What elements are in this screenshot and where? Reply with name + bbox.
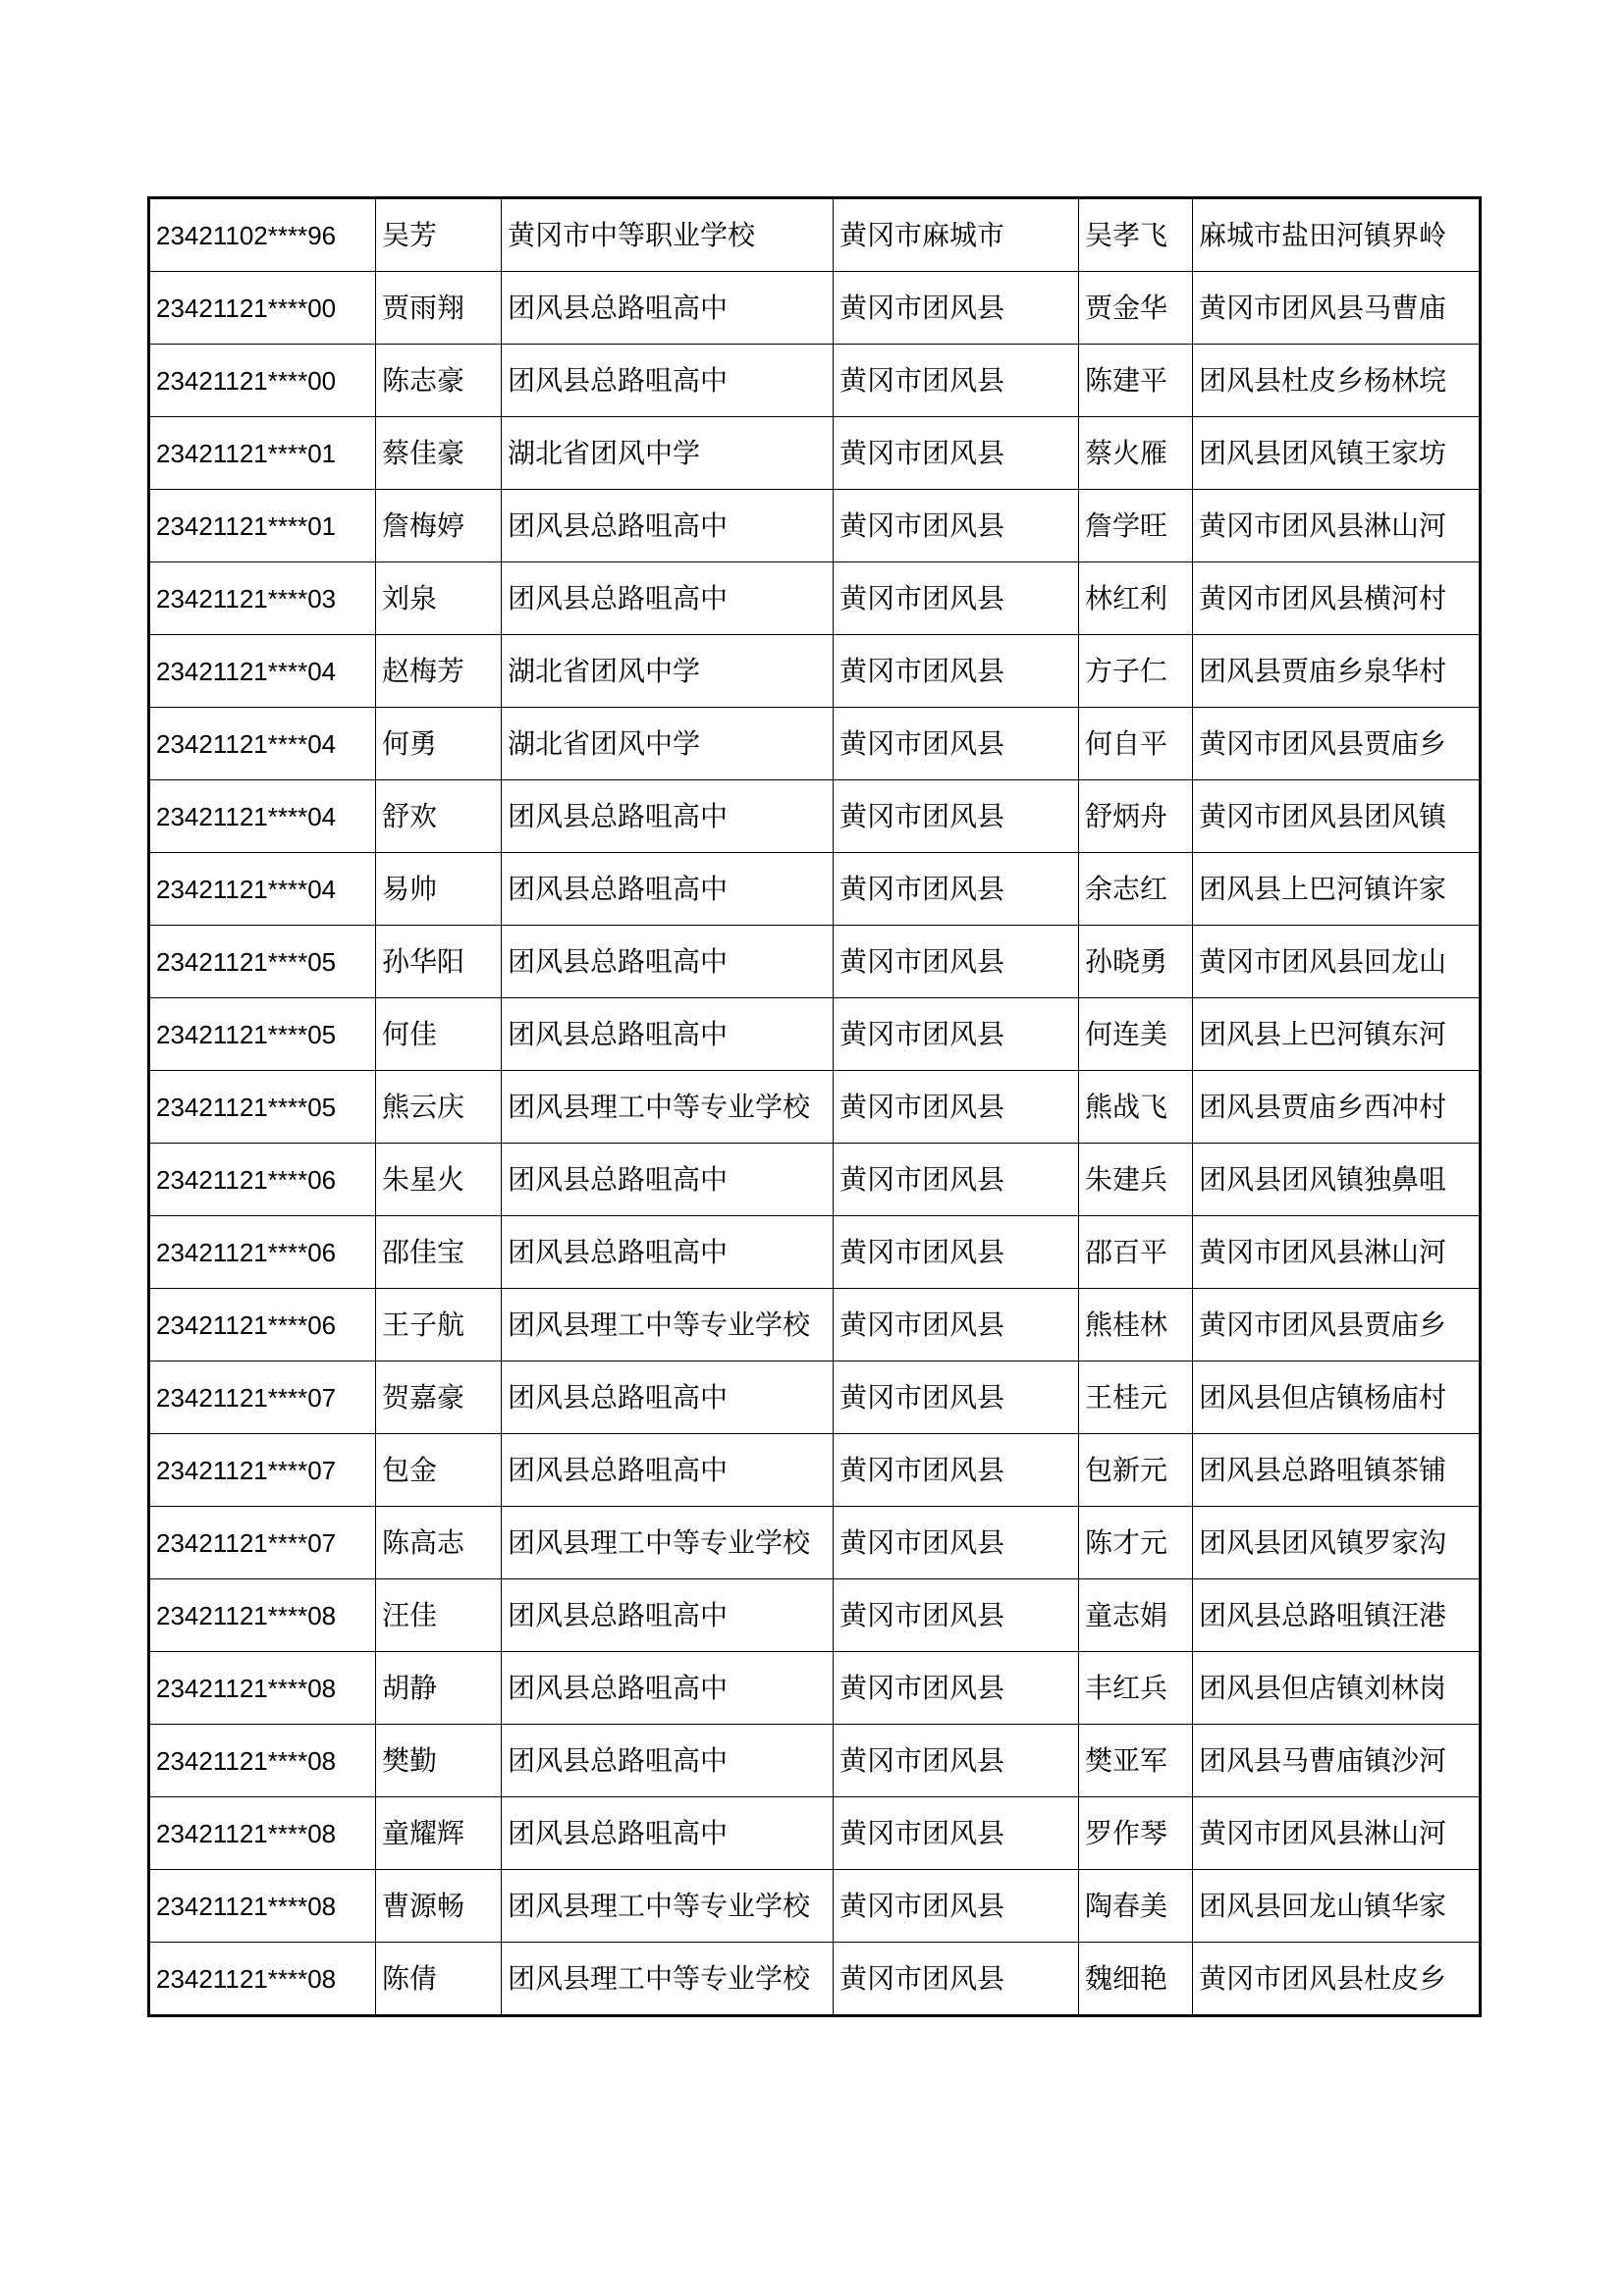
table-row — [149, 562, 1481, 635]
address-cell: 黄冈市团风县贾庙乡 — [1193, 1289, 1481, 1362]
student-id-cell: 23421121****08 — [149, 1870, 376, 1943]
student-name-cell: 曹源畅 — [376, 1870, 502, 1943]
student-name-cell: 孙华阳 — [376, 926, 502, 998]
table-row — [149, 1507, 1481, 1579]
student-id-cell: 23421121****04 — [149, 780, 376, 853]
student-id-cell: 23421121****08 — [149, 1579, 376, 1652]
student-id-cell: 23421121****00 — [149, 345, 376, 417]
student-id-cell: 23421102****96 — [149, 198, 376, 272]
guardian-name-cell: 罗作琴 — [1079, 1797, 1193, 1870]
student-name-cell: 胡静 — [376, 1652, 502, 1725]
address-cell: 团风县回龙山镇华家 — [1193, 1870, 1481, 1943]
student-name-cell: 贾雨翔 — [376, 272, 502, 345]
school-cell: 团风县总路咀高中 — [502, 998, 834, 1071]
student-id-cell: 23421121****04 — [149, 853, 376, 926]
guardian-name-cell: 林红利 — [1079, 562, 1193, 635]
school-cell: 团风县总路咀高中 — [502, 1362, 834, 1434]
region-cell: 黄冈市团风县 — [834, 1144, 1079, 1216]
guardian-name-cell: 舒炳舟 — [1079, 780, 1193, 853]
address-cell: 团风县上巴河镇许家 — [1193, 853, 1481, 926]
school-cell: 团风县总路咀高中 — [502, 272, 834, 345]
student-name-cell: 赵梅芳 — [376, 635, 502, 708]
region-cell: 黄冈市团风县 — [834, 1870, 1079, 1943]
school-cell: 团风县总路咀高中 — [502, 1652, 834, 1725]
guardian-name-cell: 包新元 — [1079, 1434, 1193, 1507]
table-row — [149, 635, 1481, 708]
region-cell: 黄冈市团风县 — [834, 998, 1079, 1071]
guardian-name-cell: 蔡火雁 — [1079, 417, 1193, 490]
address-cell: 黄冈市团风县淋山河 — [1193, 1797, 1481, 1870]
student-name-cell: 童耀辉 — [376, 1797, 502, 1870]
student-name-cell: 贺嘉豪 — [376, 1362, 502, 1434]
guardian-name-cell: 熊战飞 — [1079, 1071, 1193, 1144]
guardian-name-cell: 丰红兵 — [1079, 1652, 1193, 1725]
school-cell: 团风县总路咀高中 — [502, 853, 834, 926]
student-id-cell: 23421121****05 — [149, 1071, 376, 1144]
table-row — [149, 345, 1481, 417]
student-id-cell: 23421121****04 — [149, 635, 376, 708]
table-row — [149, 853, 1481, 926]
address-cell: 团风县上巴河镇东河 — [1193, 998, 1481, 1071]
table-row — [149, 1652, 1481, 1725]
school-cell: 团风县总路咀高中 — [502, 562, 834, 635]
student-id-cell: 23421121****07 — [149, 1362, 376, 1434]
student-name-cell: 何佳 — [376, 998, 502, 1071]
address-cell: 团风县团风镇独鼻咀 — [1193, 1144, 1481, 1216]
table-row — [149, 1289, 1481, 1362]
guardian-name-cell: 何自平 — [1079, 708, 1193, 780]
table-row — [149, 780, 1481, 853]
student-name-cell: 易帅 — [376, 853, 502, 926]
school-cell: 团风县总路咀高中 — [502, 1797, 834, 1870]
region-cell: 黄冈市团风县 — [834, 272, 1079, 345]
address-cell: 团风县团风镇王家坊 — [1193, 417, 1481, 490]
guardian-name-cell: 詹学旺 — [1079, 490, 1193, 562]
table-row — [149, 490, 1481, 562]
student-id-cell: 23421121****08 — [149, 1797, 376, 1870]
student-id-cell: 23421121****01 — [149, 490, 376, 562]
region-cell: 黄冈市团风县 — [834, 417, 1079, 490]
table-row — [149, 272, 1481, 345]
school-cell: 团风县理工中等专业学校 — [502, 1289, 834, 1362]
address-cell: 黄冈市团风县回龙山 — [1193, 926, 1481, 998]
school-cell: 团风县总路咀高中 — [502, 1144, 834, 1216]
student-name-cell: 汪佳 — [376, 1579, 502, 1652]
student-name-cell: 陈倩 — [376, 1943, 502, 2016]
region-cell: 黄冈市团风县 — [834, 1797, 1079, 1870]
student-id-cell: 23421121****05 — [149, 926, 376, 998]
guardian-name-cell: 邵百平 — [1079, 1216, 1193, 1289]
table-row — [149, 1216, 1481, 1289]
school-cell: 湖北省团风中学 — [502, 417, 834, 490]
address-cell: 团风县杜皮乡杨林垸 — [1193, 345, 1481, 417]
address-cell: 黄冈市团风县淋山河 — [1193, 1216, 1481, 1289]
region-cell: 黄冈市团风县 — [834, 1362, 1079, 1434]
school-cell: 团风县总路咀高中 — [502, 1725, 834, 1797]
address-cell: 黄冈市团风县团风镇 — [1193, 780, 1481, 853]
school-cell: 团风县总路咀高中 — [502, 490, 834, 562]
region-cell: 黄冈市团风县 — [834, 1071, 1079, 1144]
school-cell: 团风县总路咀高中 — [502, 1579, 834, 1652]
school-cell: 湖北省团风中学 — [502, 708, 834, 780]
address-cell: 团风县贾庙乡西冲村 — [1193, 1071, 1481, 1144]
table-row — [149, 998, 1481, 1071]
guardian-name-cell: 陈才元 — [1079, 1507, 1193, 1579]
school-cell: 湖北省团风中学 — [502, 635, 834, 708]
region-cell: 黄冈市团风县 — [834, 853, 1079, 926]
student-id-cell: 23421121****05 — [149, 998, 376, 1071]
table-row — [149, 1943, 1481, 2016]
school-cell: 团风县总路咀高中 — [502, 1434, 834, 1507]
student-id-cell: 23421121****00 — [149, 272, 376, 345]
guardian-name-cell: 熊桂林 — [1079, 1289, 1193, 1362]
guardian-name-cell: 吴孝飞 — [1079, 198, 1193, 272]
region-cell: 黄冈市团风县 — [834, 1216, 1079, 1289]
table-row — [149, 1870, 1481, 1943]
school-cell: 团风县总路咀高中 — [502, 780, 834, 853]
table-row — [149, 1797, 1481, 1870]
guardian-name-cell: 陶春美 — [1079, 1870, 1193, 1943]
region-cell: 黄冈市团风县 — [834, 1434, 1079, 1507]
student-name-cell: 陈高志 — [376, 1507, 502, 1579]
roster-table — [147, 196, 1482, 2017]
address-cell: 黄冈市团风县贾庙乡 — [1193, 708, 1481, 780]
guardian-name-cell: 陈建平 — [1079, 345, 1193, 417]
address-cell: 团风县但店镇刘林岗 — [1193, 1652, 1481, 1725]
guardian-name-cell: 王桂元 — [1079, 1362, 1193, 1434]
address-cell: 黄冈市团风县横河村 — [1193, 562, 1481, 635]
table-body — [149, 198, 1481, 2016]
table-row — [149, 1144, 1481, 1216]
table-row — [149, 1579, 1481, 1652]
student-id-cell: 23421121****08 — [149, 1943, 376, 2016]
student-name-cell: 吴芳 — [376, 198, 502, 272]
guardian-name-cell: 朱建兵 — [1079, 1144, 1193, 1216]
student-id-cell: 23421121****08 — [149, 1652, 376, 1725]
school-cell: 团风县总路咀高中 — [502, 345, 834, 417]
student-name-cell: 蔡佳豪 — [376, 417, 502, 490]
guardian-name-cell: 贾金华 — [1079, 272, 1193, 345]
student-id-cell: 23421121****03 — [149, 562, 376, 635]
table-row — [149, 708, 1481, 780]
table-row — [149, 1071, 1481, 1144]
address-cell: 麻城市盐田河镇界岭 — [1193, 198, 1481, 272]
address-cell: 黄冈市团风县马曹庙 — [1193, 272, 1481, 345]
region-cell: 黄冈市团风县 — [834, 1725, 1079, 1797]
table-row — [149, 417, 1481, 490]
guardian-name-cell: 方子仁 — [1079, 635, 1193, 708]
region-cell: 黄冈市团风县 — [834, 1289, 1079, 1362]
address-cell: 团风县总路咀镇茶铺 — [1193, 1434, 1481, 1507]
student-id-cell: 23421121****06 — [149, 1289, 376, 1362]
region-cell: 黄冈市团风县 — [834, 1507, 1079, 1579]
student-name-cell: 舒欢 — [376, 780, 502, 853]
address-cell: 团风县马曹庙镇沙河 — [1193, 1725, 1481, 1797]
student-name-cell: 包金 — [376, 1434, 502, 1507]
guardian-name-cell: 孙晓勇 — [1079, 926, 1193, 998]
address-cell: 团风县总路咀镇汪港 — [1193, 1579, 1481, 1652]
student-id-cell: 23421121****08 — [149, 1725, 376, 1797]
region-cell: 黄冈市团风县 — [834, 635, 1079, 708]
address-cell: 团风县但店镇杨庙村 — [1193, 1362, 1481, 1434]
table-row — [149, 926, 1481, 998]
student-name-cell: 陈志豪 — [376, 345, 502, 417]
school-cell: 团风县理工中等专业学校 — [502, 1071, 834, 1144]
address-cell: 团风县团风镇罗家沟 — [1193, 1507, 1481, 1579]
school-cell: 团风县总路咀高中 — [502, 926, 834, 998]
region-cell: 黄冈市团风县 — [834, 345, 1079, 417]
student-name-cell: 刘泉 — [376, 562, 502, 635]
guardian-name-cell: 何连美 — [1079, 998, 1193, 1071]
region-cell: 黄冈市团风县 — [834, 1579, 1079, 1652]
school-cell: 团风县理工中等专业学校 — [502, 1507, 834, 1579]
guardian-name-cell: 余志红 — [1079, 853, 1193, 926]
student-name-cell: 樊勤 — [376, 1725, 502, 1797]
address-cell: 黄冈市团风县杜皮乡 — [1193, 1943, 1481, 2016]
guardian-name-cell: 魏细艳 — [1079, 1943, 1193, 2016]
school-cell: 黄冈市中等职业学校 — [502, 198, 834, 272]
region-cell: 黄冈市团风县 — [834, 708, 1079, 780]
student-name-cell: 熊云庆 — [376, 1071, 502, 1144]
region-cell: 黄冈市麻城市 — [834, 198, 1079, 272]
table-row — [149, 1725, 1481, 1797]
guardian-name-cell: 童志娟 — [1079, 1579, 1193, 1652]
student-id-cell: 23421121****06 — [149, 1144, 376, 1216]
school-cell: 团风县理工中等专业学校 — [502, 1870, 834, 1943]
table-row — [149, 1362, 1481, 1434]
school-cell: 团风县总路咀高中 — [502, 1216, 834, 1289]
address-cell: 团风县贾庙乡泉华村 — [1193, 635, 1481, 708]
student-id-cell: 23421121****01 — [149, 417, 376, 490]
student-name-cell: 朱星火 — [376, 1144, 502, 1216]
student-name-cell: 何勇 — [376, 708, 502, 780]
region-cell: 黄冈市团风县 — [834, 926, 1079, 998]
region-cell: 黄冈市团风县 — [834, 1652, 1079, 1725]
table-row — [149, 198, 1481, 272]
student-id-cell: 23421121****07 — [149, 1507, 376, 1579]
student-id-cell: 23421121****06 — [149, 1216, 376, 1289]
student-name-cell: 邵佳宝 — [376, 1216, 502, 1289]
address-cell: 黄冈市团风县淋山河 — [1193, 490, 1481, 562]
student-id-cell: 23421121****07 — [149, 1434, 376, 1507]
student-name-cell: 詹梅婷 — [376, 490, 502, 562]
region-cell: 黄冈市团风县 — [834, 780, 1079, 853]
student-id-cell: 23421121****04 — [149, 708, 376, 780]
region-cell: 黄冈市团风县 — [834, 490, 1079, 562]
region-cell: 黄冈市团风县 — [834, 562, 1079, 635]
region-cell: 黄冈市团风县 — [834, 1943, 1079, 2016]
school-cell: 团风县理工中等专业学校 — [502, 1943, 834, 2016]
student-name-cell: 王子航 — [376, 1289, 502, 1362]
guardian-name-cell: 樊亚军 — [1079, 1725, 1193, 1797]
table-row — [149, 1434, 1481, 1507]
